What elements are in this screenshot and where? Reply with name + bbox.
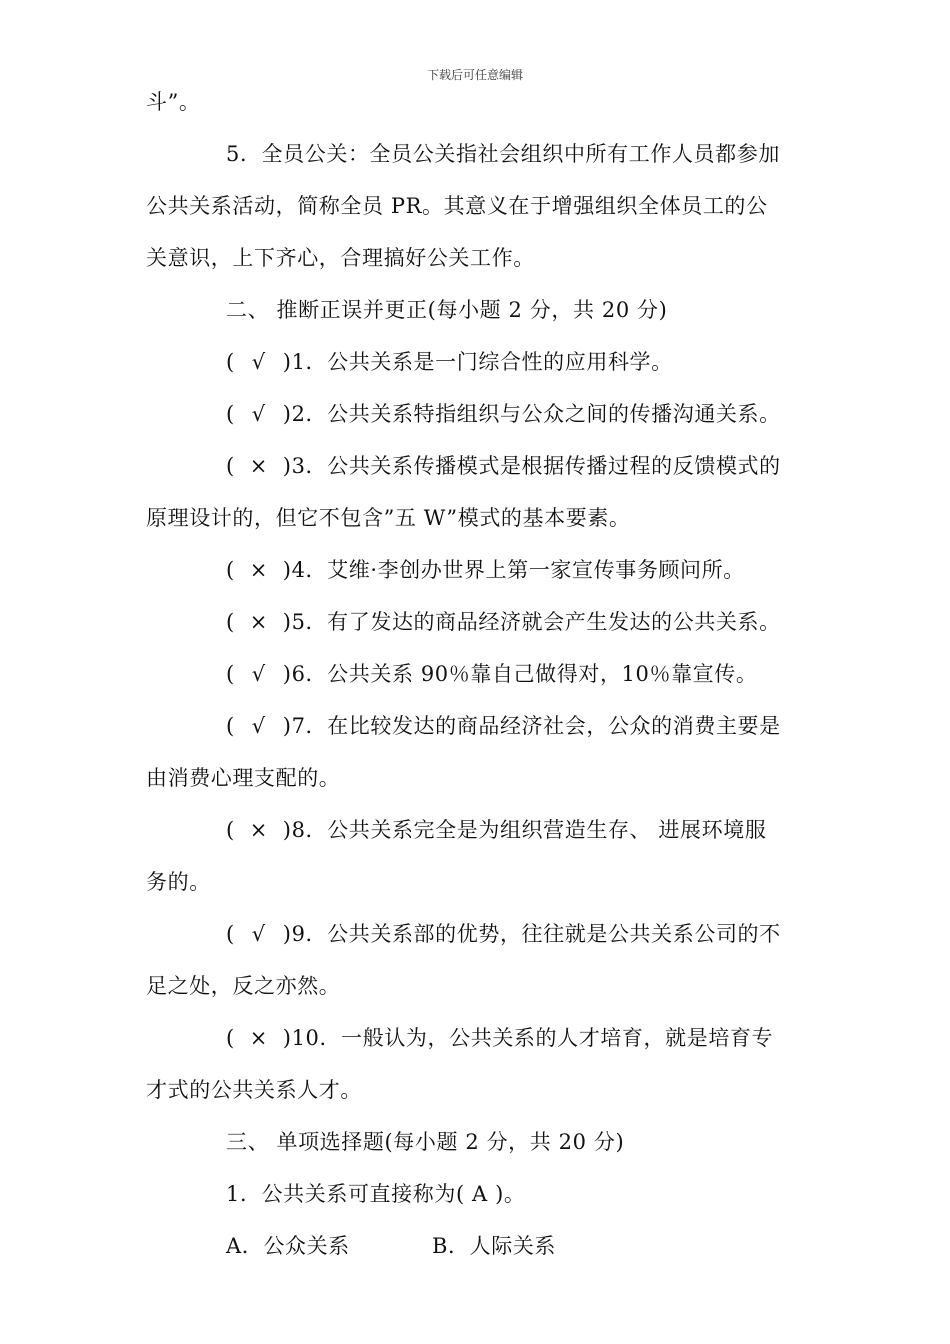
option-a: A．公众关系	[226, 1234, 350, 1258]
judgement-item: ( × )4．艾维·李创办世界上第一家宣传事务顾问所。	[226, 558, 745, 582]
item-text: 5．有了发达的商品经济就会产生发达的公共关系。	[291, 610, 781, 634]
answer-mark: √	[251, 662, 266, 686]
item-text: 8．公共关系完全是为组织营造生存、 进展环境服	[291, 818, 767, 842]
text-line: 关意识，上下齐心，合理搞好公关工作。	[146, 246, 535, 270]
answer-mark: ×	[249, 454, 268, 478]
item-text: 7．在比较发达的商品经济社会，公众的消费主要是	[291, 714, 781, 738]
text-line: 斗”。	[146, 90, 201, 114]
judgement-item: ( × )5．有了发达的商品经济就会产生发达的公共关系。	[226, 610, 781, 634]
answer-mark: ×	[249, 1026, 268, 1050]
item-continuation: 才式的公共关系人才。	[146, 1078, 362, 1102]
judgement-item: ( √ )7．在比较发达的商品经济社会，公众的消费主要是	[226, 714, 781, 738]
option-b: B．人际关系	[432, 1234, 557, 1258]
judgement-item: ( √ )9．公共关系部的优势，往往就是公共关系公司的不	[226, 922, 781, 946]
page-header: 下载后可任意编辑	[426, 68, 523, 82]
text-line: 公共关系活动，简称全员 PR。其意义在于增强组织全体员工的公	[146, 194, 768, 218]
item-text: 2．公共关系特指组织与公众之间的传播沟通关系。	[291, 402, 781, 426]
judgement-item: ( √ )2．公共关系特指组织与公众之间的传播沟通关系。	[226, 402, 781, 426]
question-text: 1．公共关系可直接称为( A )。	[226, 1182, 526, 1206]
answer-mark: √	[251, 402, 266, 426]
section-title: 二、 推断正误并更正(每小题 2 分，共 20 分)	[226, 298, 668, 322]
item-continuation: 原理设计的，但它不包含”五 W”模式的基本要素。	[146, 506, 631, 530]
item-text: 4．艾维·李创办世界上第一家宣传事务顾问所。	[291, 558, 745, 582]
item-continuation: 务的。	[146, 870, 211, 894]
judgement-item: ( √ )1．公共关系是一门综合性的应用科学。	[226, 350, 673, 374]
item-text: 6．公共关系 90％靠自己做得对，10％靠宣传。	[291, 662, 758, 686]
item-continuation: 由消费心理支配的。	[146, 766, 341, 790]
text-line: 5．全员公关：全员公关指社会组织中所有工作人员都参加	[226, 142, 780, 166]
answer-mark: √	[251, 922, 266, 946]
judgement-item: ( √ )6．公共关系 90％靠自己做得对，10％靠宣传。	[226, 662, 758, 686]
item-text: 10．一般认为，公共关系的人才培育，就是培育专	[291, 1026, 774, 1050]
section-title: 三、 单项选择题(每小题 2 分，共 20 分)	[226, 1130, 625, 1154]
item-text: 3．公共关系传播模式是根据传播过程的反馈模式的	[291, 454, 781, 478]
judgement-item: ( × )3．公共关系传播模式是根据传播过程的反馈模式的	[226, 454, 781, 478]
item-text: 1．公共关系是一门综合性的应用科学。	[291, 350, 673, 374]
answer-mark: ×	[249, 818, 268, 842]
judgement-item: ( × )8．公共关系完全是为组织营造生存、 进展环境服	[226, 818, 767, 842]
answer-mark: √	[251, 714, 266, 738]
answer-mark: √	[251, 350, 266, 374]
item-text: 9．公共关系部的优势，往往就是公共关系公司的不	[291, 922, 781, 946]
answer-mark: ×	[249, 610, 268, 634]
item-continuation: 足之处，反之亦然。	[146, 974, 341, 998]
answer-mark: ×	[249, 558, 268, 582]
judgement-item: ( × )10．一般认为，公共关系的人才培育，就是培育专	[226, 1026, 774, 1050]
